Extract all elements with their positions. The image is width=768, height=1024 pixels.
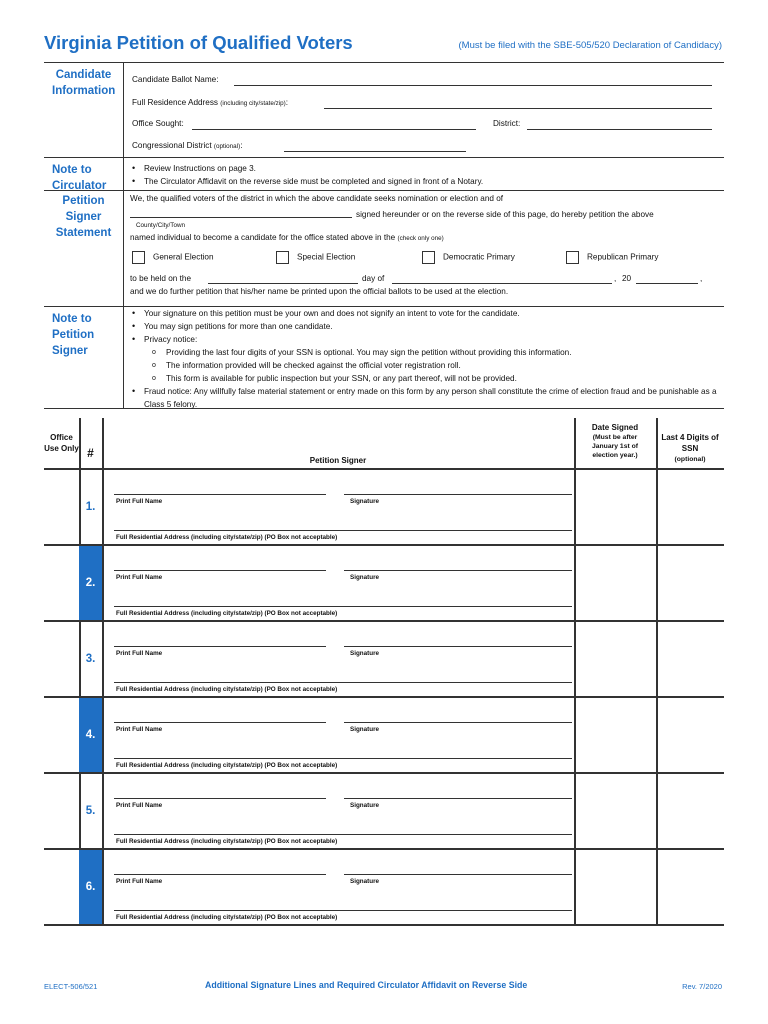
row-number: 6. [79,850,102,924]
statement-section [44,191,724,307]
county-input[interactable] [130,217,352,218]
statement-line2: signed hereunder or on the reverse side of this page, do hereby petition the above [356,210,654,219]
revision: Rev. 7/2020 [682,982,722,991]
print-name-input[interactable] [114,722,326,723]
print-name-input[interactable] [114,570,326,571]
address-input[interactable] [114,910,572,911]
address-label: Full Residential Address (including city/state/zip) (PO Box not acceptable) [116,914,338,921]
address-input[interactable] [114,606,572,607]
signature-input[interactable] [344,874,572,875]
signer-note-item: • Your signature on this petition must be your own and does not signify an intent to vote for the candidate. [130,307,724,320]
address-input[interactable] [114,834,572,835]
ballot-name-input[interactable] [234,85,712,86]
signature-input[interactable] [344,570,572,571]
privacy-item: o This form is available for public inspection but your SSN, or any part thereof, will not be provided. [130,372,724,385]
row-number: 1. [85,501,96,513]
ssn-header: Last 4 Digits of SSN (optional) [661,433,719,463]
address-input[interactable] [114,530,572,531]
circulator-item: • The Circulator Affidavit on the reverse side must be completed and signed in front of a Notary. [130,175,724,188]
comma2: , [700,274,703,283]
petition-signer-header: Petition Signer [309,456,367,465]
held-on-day-input[interactable] [208,283,358,284]
signer-note-item: • You may sign petitions for more than one candidate. [130,320,724,333]
print-name-label: Print Full Name [116,802,163,809]
signer-note-section [44,307,724,409]
fraud-notice: • Fraud notice: Any willfully false material statement or entry made on this form by any person shall constitute the crime of election fraud and be punishable as a Class 5 felony. [130,385,724,411]
district-label: District: [493,119,521,128]
print-name-label: Print Full Name [116,650,163,657]
address-input[interactable] [114,758,572,759]
statement-line1: We, the qualified voters of the district in which the above candidate seeks nomination or election and of [130,194,504,203]
year-prefix: 20 [622,274,632,283]
comma: , [614,274,617,283]
candidate-section [44,62,724,158]
print-name-input[interactable] [114,646,326,647]
signature-input[interactable] [344,646,572,647]
address-label: Full Residential Address (including city/state/zip) (PO Box not acceptable) [116,838,338,845]
statement-label: Petition Signer Statement [44,191,124,306]
held-on-label: to be held on the [130,274,192,283]
special-election-option[interactable]: Special Election [276,251,355,264]
office-input[interactable] [192,129,476,130]
signature-label: Signature [350,878,380,885]
democratic-primary-checkbox[interactable] [422,251,435,264]
day-of-label: day of [362,274,385,283]
congressional-label: Congressional District (optional): [132,141,243,150]
print-name-label: Print Full Name [116,726,163,733]
county-label: County/City/Town [136,222,185,229]
row-number: 4. [79,698,102,772]
circulator-note-section [44,158,724,191]
address-label: Full Residential Address (including city/state/zip) (PO Box not acceptable) [116,610,338,617]
district-input[interactable] [527,129,712,130]
candidate-label: Candidate Information [44,63,124,157]
statement-line3: named individual to become a candidate for the office stated above in the (check only one) [130,233,444,242]
republican-primary-option[interactable]: Republican Primary [566,251,658,264]
number-header: # [87,446,94,460]
signature-table [44,418,724,926]
address-label: Full Residential Address (including city/state/zip) (PO Box not acceptable) [116,762,338,769]
print-name-input[interactable] [114,494,326,495]
year-input[interactable] [636,283,698,284]
signature-input[interactable] [344,722,572,723]
row-number: 3. [85,653,96,665]
address-label: Full Residence Address (including city/state/zip): [132,98,289,107]
form-sections [44,62,724,409]
circulator-item: • Review Instructions on page 3. [130,162,724,175]
circulator-note-label: Note to Circulator [44,158,124,190]
signer-note-label: Note to Petition Signer [44,307,124,408]
general-election-option[interactable]: General Election [132,251,214,264]
print-name-input[interactable] [114,874,326,875]
signature-label: Signature [350,574,380,581]
general-election-checkbox[interactable] [132,251,145,264]
print-name-label: Print Full Name [116,498,163,505]
address-input[interactable] [324,108,712,109]
row-number: 5. [85,805,96,817]
democratic-primary-option[interactable]: Democratic Primary [422,251,515,264]
signature-label: Signature [350,726,380,733]
address-label: Full Residential Address (including city/state/zip) (PO Box not acceptable) [116,534,338,541]
signature-label: Signature [350,498,380,505]
congressional-input[interactable] [284,151,466,152]
form-title: Virginia Petition of Qualified Voters [44,32,353,53]
footer-note: Additional Signature Lines and Required Circulator Affidavit on Reverse Side [205,980,528,990]
office-label: Office Sought: [132,119,184,128]
statement-line5: and we do further petition that his/her name be printed upon the official ballots to be used at the election. [130,287,509,296]
month-input[interactable] [392,283,612,284]
republican-primary-checkbox[interactable] [566,251,579,264]
office-use-header: Office Use Only [44,433,79,453]
print-name-label: Print Full Name [116,574,163,581]
signature-input[interactable] [344,798,572,799]
address-input[interactable] [114,682,572,683]
date-signed-header: Date Signed (Must be after January 1st of election year.) [591,423,639,459]
print-name-label: Print Full Name [116,878,163,885]
form-id: ELECT-506/521 [44,982,98,991]
filing-note: (Must be filed with the SBE-505/520 Declaration of Candidacy) [458,40,722,51]
privacy-item: o Providing the last four digits of your SSN is optional. You may sign the petition without providing this information. [130,346,724,359]
print-name-input[interactable] [114,798,326,799]
signature-label: Signature [350,802,380,809]
privacy-item: o The information provided will be checked against the official voter registration roll. [130,359,724,372]
signer-note-item: • Privacy notice: [130,333,724,346]
address-label: Full Residential Address (including city/state/zip) (PO Box not acceptable) [116,686,338,693]
row-number: 2. [79,546,102,620]
signature-input[interactable] [344,494,572,495]
signature-label: Signature [350,650,380,657]
special-election-checkbox[interactable] [276,251,289,264]
ballot-name-label: Candidate Ballot Name: [132,75,219,84]
